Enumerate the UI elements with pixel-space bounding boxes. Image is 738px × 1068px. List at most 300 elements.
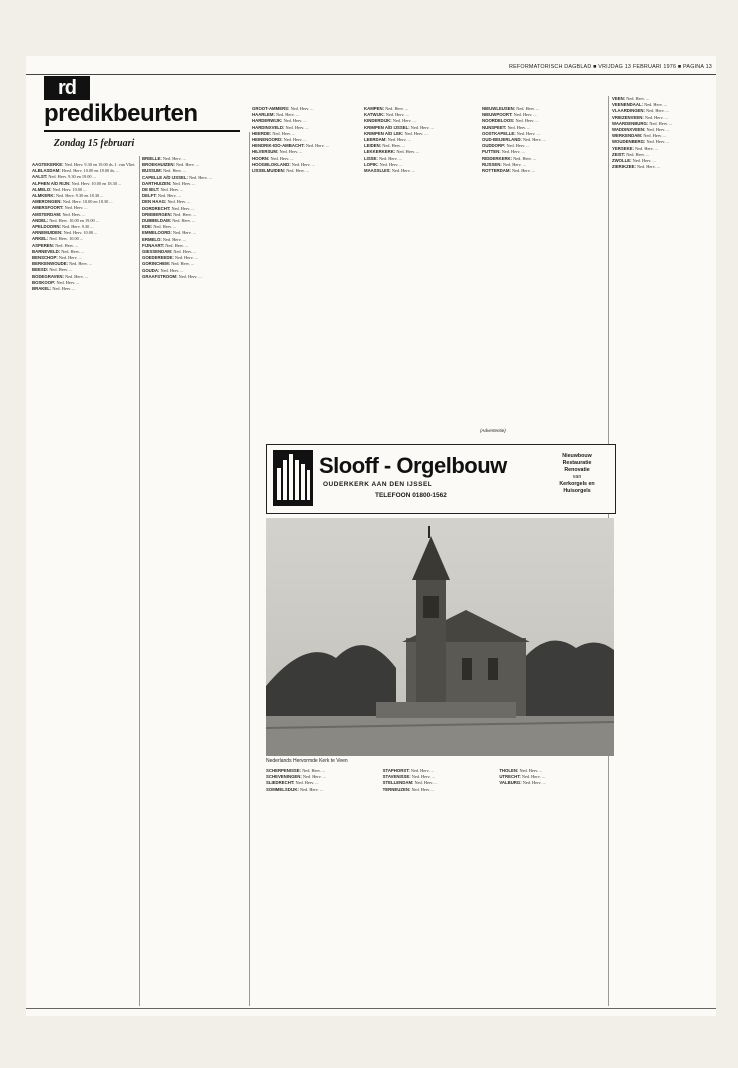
place-name: KRIMPEN A/D IJSSEL:: [364, 124, 410, 130]
masthead-info: REFORMATORISCH DAGBLAD ■ VRIJDAG 13 FEBRUARI 1976 ■ PAGINA 13: [509, 64, 712, 70]
service-listing: [612, 102, 712, 107]
service-details: Ned. Herv. ...: [387, 137, 411, 143]
service-listing: [32, 280, 136, 285]
service-details: Ned. Herv. ...: [283, 118, 307, 124]
service-listing: [32, 193, 136, 198]
column-3: [252, 106, 358, 436]
service-details: Ned. Herv. ...: [646, 108, 670, 114]
service-details: Ned. Herv. ...: [167, 199, 191, 205]
service-details: Ned. Herv. ...: [153, 224, 177, 230]
title-rule: [44, 130, 240, 132]
place-name: AMSTERDAM:: [32, 211, 62, 217]
service-listing: [32, 181, 136, 186]
service-listing: [612, 108, 712, 113]
service-details: Ned. Herv. ...: [626, 96, 650, 101]
service-listing: [142, 175, 246, 180]
service-details: Ned. Herv. ...: [49, 267, 73, 273]
place-name: THOLEN:: [499, 768, 519, 773]
place-name: DRIEBERGEN:: [142, 211, 173, 217]
service-details: Ned. Herv. ...: [172, 180, 196, 186]
service-listing: [32, 249, 136, 254]
service-details: Ned. Herv. ...: [162, 236, 186, 242]
place-name: KINDERDIJK:: [364, 118, 392, 124]
service-details: Ned. Herv. 10.00 en 18.30 ...: [71, 180, 122, 186]
ad-services: [545, 453, 609, 495]
service-details: Ned. Herv. ...: [174, 255, 198, 261]
service-listing: [266, 774, 373, 779]
organ-pipes-icon: [273, 450, 313, 506]
service-details: Ned. Herv. 10.00 en 19.00 ...: [49, 217, 99, 223]
place-name: BEESD:: [32, 267, 49, 273]
place-name: VRIEZENVEEN:: [612, 114, 644, 120]
service-listing: [612, 152, 712, 157]
service-listing: [383, 780, 490, 785]
service-listing: [499, 774, 606, 779]
service-details: Ned. Herv. ...: [56, 279, 80, 285]
church-illustration: [266, 518, 614, 756]
service-listing: [612, 164, 712, 169]
service-details: Ned. Herv. ...: [391, 168, 415, 174]
service-listing: [252, 106, 358, 111]
service-listing: [32, 274, 136, 279]
service-listing: [482, 168, 600, 173]
place-name: BRIELLE:: [142, 156, 162, 161]
service-listing: [482, 118, 600, 123]
place-name: OUDDORP:: [482, 143, 506, 149]
place-name: AMERSFOORT:: [32, 205, 64, 211]
place-name: IJSSELMUIDEN:: [252, 168, 286, 174]
service-details: Ned. Herv. ...: [649, 120, 673, 126]
service-listing: [482, 131, 600, 136]
service-details: Ned. Herv. ...: [385, 106, 409, 111]
service-listing: [252, 162, 358, 167]
place-name: DE BILT:: [142, 187, 160, 193]
service-listing: [142, 224, 246, 229]
footer-rule: [26, 1008, 716, 1009]
service-listing: [612, 96, 712, 101]
ad-address: OUDERKERK AAN DEN IJSSEL: [323, 481, 433, 488]
place-name: ALMKERK:: [32, 193, 55, 199]
service-details: Ned. Herv. ...: [411, 774, 435, 780]
service-details: Ned. Herv. ...: [276, 112, 299, 118]
service-details: Ned. Herv. ...: [411, 786, 435, 792]
ad-service-line: Huisorgels: [563, 488, 591, 494]
place-name: AAGTEKERKE:: [32, 162, 64, 167]
service-details: Ned. Herv. ...: [160, 267, 184, 273]
service-details: Ned. Herv. ...: [171, 205, 195, 211]
place-name: GIESSENDAM:: [142, 249, 173, 255]
service-listing: [482, 125, 600, 130]
service-listing: [142, 237, 246, 242]
service-details: Ned. Herv. ...: [644, 102, 668, 108]
place-name: BENSCHOP:: [32, 255, 58, 261]
place-name: ALPHEN A/D RIJN:: [32, 180, 71, 186]
service-details: Ned. Herv. ...: [646, 127, 670, 133]
service-listing: [266, 768, 373, 773]
service-details: Ned. Herv. 9.30 en 19.00 ...: [48, 174, 96, 180]
service-details: Ned. Herv. ...: [636, 164, 660, 170]
service-listing: [499, 780, 606, 785]
service-listing: [142, 162, 246, 167]
place-name: ZIERIKZEE:: [612, 164, 636, 170]
service-details: Ned. Herv. ...: [172, 230, 196, 236]
service-listing: [32, 187, 136, 192]
service-details: Ned. Herv. ...: [507, 124, 531, 130]
place-name: ARNEMUIDEN:: [32, 230, 63, 236]
service-listing: [32, 212, 136, 217]
service-listing: [142, 187, 246, 192]
service-listing: [142, 156, 246, 161]
service-listing: [252, 125, 358, 130]
place-name: BARNEVELD:: [32, 248, 61, 254]
service-listing: [612, 133, 712, 138]
service-listing: [364, 143, 474, 148]
service-details: Ned. Herv. 9.30 ...: [61, 224, 94, 230]
place-name: SLIEDRECHT:: [266, 780, 295, 786]
service-details: Ned. Herv. ...: [515, 118, 539, 124]
place-name: STAVENISSE:: [382, 774, 411, 780]
place-name: HARDINXVELD:: [252, 124, 285, 130]
place-name: WADDINXVEEN:: [612, 127, 646, 133]
service-details: Ned. Herv. ...: [626, 151, 650, 157]
place-name: WAARDENBURG:: [612, 120, 649, 126]
service-details: Ned. Herv. ...: [64, 205, 88, 211]
service-details: Ned. Herv. 9.30 en 19.00 ds. J. van Vliet.: [64, 162, 136, 167]
place-name: VALBURG:: [499, 780, 522, 786]
service-details: Ned. Herv. ...: [291, 161, 315, 167]
service-details: Ned. Herv. ...: [290, 106, 314, 111]
service-details: Ned. Herv. ...: [69, 261, 93, 267]
place-name: OUD-BEIJERLAND:: [482, 137, 522, 143]
ad-service-line: Renovatie: [564, 467, 590, 473]
place-name: BROEKHUIZEN:: [142, 162, 175, 168]
service-listing: [482, 156, 600, 161]
place-name: SCHEVENINGEN:: [266, 774, 302, 780]
place-name: WOUDENBERG:: [612, 139, 646, 145]
place-name: DELFT:: [142, 193, 157, 199]
place-name: ANDEL:: [32, 217, 49, 223]
place-name: HEERDE:: [252, 130, 272, 136]
service-listing: [499, 768, 606, 773]
service-listing: [612, 127, 712, 132]
place-name: HAARLEM:: [252, 112, 275, 118]
service-details: Ned. Herv. ...: [58, 255, 82, 261]
service-listing: [142, 230, 246, 235]
service-listing: [364, 125, 474, 130]
service-details: Ned. Herv. ...: [506, 143, 530, 149]
service-details: Ned. Herv. ...: [272, 130, 296, 136]
service-details: Ned. Herv. ...: [279, 149, 303, 155]
service-details: Ned. Herv. ...: [61, 248, 85, 254]
place-name: NOORDELOOS:: [482, 118, 515, 124]
column-rule: [139, 156, 140, 1006]
column-2: [142, 156, 246, 1006]
service-listing: [32, 286, 136, 291]
service-listing: [32, 218, 136, 223]
service-listing: [364, 137, 474, 142]
place-name: HILVERSUM:: [252, 149, 279, 155]
newspaper-page: [26, 56, 716, 1016]
place-name: KAMPEN:: [364, 106, 385, 111]
service-details: Ned. Herv. ...: [162, 156, 186, 161]
place-name: VLAARDINGEN:: [612, 108, 645, 114]
place-name: LOPIK:: [364, 161, 379, 167]
service-listing: [252, 118, 358, 123]
place-name: APELDOORN:: [32, 224, 61, 230]
service-listing: [142, 261, 246, 266]
place-name: VEENENDAAL:: [612, 102, 644, 108]
service-listing: [364, 112, 474, 117]
rd-logo: rd: [44, 76, 90, 100]
service-listing: [142, 181, 246, 186]
service-listing: [32, 255, 136, 260]
place-name: STAPHORST:: [382, 768, 410, 773]
service-listing: [32, 224, 136, 229]
place-name: VEEN:: [612, 96, 626, 101]
place-name: HEINENOORD:: [252, 137, 283, 143]
place-name: HOOGBLOKLAND:: [252, 161, 291, 167]
service-details: Ned. Herv. ...: [414, 780, 438, 786]
service-details: Ned. Herv. ...: [519, 768, 543, 773]
service-listing: [482, 112, 600, 117]
place-name: FIJNAART:: [142, 242, 165, 248]
service-details: Ned. Herv. ...: [283, 137, 307, 143]
service-details: Ned. Herv. ...: [173, 211, 197, 217]
place-name: NUNSPEET:: [482, 124, 507, 130]
place-name: GOUDA:: [142, 267, 160, 273]
service-listing: [142, 255, 246, 260]
service-details: Ned. Herv. ...: [516, 106, 540, 111]
service-details: Ned. Herv. ...: [385, 112, 409, 118]
service-listing: [252, 112, 358, 117]
service-details: Ned. Herv. 10.00 en 18.30 ...: [62, 199, 113, 205]
service-listing: [142, 199, 246, 204]
place-name: BERKENWOUDE:: [32, 261, 69, 267]
service-listing: [266, 787, 373, 792]
place-name: GOEDEREEDE:: [142, 255, 174, 261]
service-details: Ned. Herv. ...: [55, 242, 79, 248]
service-listing: [482, 162, 600, 167]
place-name: TERNEUZEN:: [382, 786, 411, 792]
service-listing: [612, 139, 712, 144]
place-name: SCHERPENISSE:: [266, 768, 302, 773]
service-listing: [142, 218, 246, 223]
column-6: [266, 768, 606, 1006]
service-details: Ned. Herv. ...: [285, 124, 309, 130]
service-details: Ned. Herv. ...: [176, 162, 200, 168]
service-details: Ned. Herv. 10.00 ...: [63, 230, 98, 236]
place-name: ARKEL:: [32, 236, 49, 242]
service-listing: [266, 780, 373, 785]
service-details: Ned. Herv. ...: [513, 155, 537, 161]
place-name: ASPEREN:: [32, 242, 55, 248]
service-details: Ned. Herv. 10.00 ...: [52, 186, 87, 192]
place-name: HARDERWIJK:: [252, 118, 283, 124]
advertisement-label: (Advertentie): [480, 428, 506, 433]
service-listing: [32, 199, 136, 204]
place-name: HOORN:: [252, 155, 270, 161]
service-details: Ned. Herv. ...: [635, 145, 659, 151]
place-name: KATWIJK:: [364, 112, 385, 118]
service-listing: [32, 243, 136, 248]
service-listing: [142, 274, 246, 279]
service-details: Ned. Herv. ...: [513, 112, 537, 118]
ad-service-line: Nieuwbouw: [562, 453, 592, 459]
service-details: Ned. Herv. ...: [171, 261, 195, 267]
service-listing: [364, 162, 474, 167]
section-title: predikbeurten: [44, 100, 198, 127]
service-listing: [364, 118, 474, 123]
place-name: LEIDEN:: [364, 143, 382, 149]
place-name: PUTTEN:: [482, 149, 501, 155]
service-listing: [32, 174, 136, 179]
service-listing: [364, 168, 474, 173]
service-details: Ned. Herv. ...: [643, 133, 667, 139]
column-4: [364, 106, 474, 436]
service-details: Ned. Herv. ...: [65, 273, 88, 279]
service-listing: [32, 205, 136, 210]
photo-caption: Nederlands Hervormde Kerk te Veen: [266, 758, 348, 764]
place-name: HENDRIK-IDO-AMBACHT:: [252, 143, 305, 149]
service-details: Ned. Herv. ...: [516, 130, 540, 136]
service-details: Ned. Herv. ...: [52, 286, 76, 292]
service-listing: [364, 131, 474, 136]
place-name: ERMELO:: [142, 236, 162, 242]
service-details: Ned. Herv. ...: [382, 143, 406, 149]
service-details: Ned. Herv. ...: [189, 174, 212, 180]
service-listing: [142, 193, 246, 198]
service-details: Ned. Herv. ...: [396, 149, 420, 155]
service-details: Ned. Herv. ...: [62, 211, 86, 217]
service-details: Ned. Herv. ...: [157, 193, 181, 199]
place-name: STELLENDAM:: [382, 780, 414, 786]
service-details: Hersl. Herv. 10.00 en 18.00 ds. ...: [61, 168, 120, 174]
place-name: EDE:: [142, 224, 153, 230]
service-listing: [32, 236, 136, 241]
place-name: OOSTKAPELLE:: [482, 130, 516, 136]
service-listing: [383, 768, 490, 773]
column-7: [612, 96, 712, 1006]
place-name: WERKENDAM:: [612, 133, 643, 139]
service-details: Ned. Herv. ...: [165, 242, 189, 248]
place-name: LISSE:: [364, 155, 378, 161]
service-listing: [32, 267, 136, 272]
service-details: Ned. Herv. ...: [410, 124, 434, 130]
service-details: Ned. Herv. ...: [392, 118, 416, 124]
place-name: BRAKEL:: [32, 286, 52, 292]
service-details: Ned. Herv. ...: [300, 786, 324, 792]
service-listing: [364, 106, 474, 111]
service-details: Ned. Herv. ...: [172, 218, 196, 224]
place-name: LEERDAM:: [364, 137, 387, 143]
service-details: Ned. Herv. ...: [522, 137, 546, 143]
service-listing: [612, 115, 712, 120]
service-listing: [252, 137, 358, 142]
service-details: Ned. Herv. ...: [378, 155, 402, 161]
place-name: BODEGRAVEN:: [32, 273, 64, 279]
ad-service-line: Kerkorgels en: [559, 481, 595, 487]
place-name: DUBBELDAM:: [142, 218, 172, 224]
place-name: EMMELOORD:: [142, 230, 172, 236]
service-details: Ned. Herv. ...: [178, 273, 202, 279]
place-name: ROTTERDAM:: [482, 168, 511, 174]
service-listing: [482, 143, 600, 148]
place-name: ALMELO:: [32, 186, 52, 192]
service-details: Ned. Herv. ...: [286, 168, 310, 174]
service-listing: [142, 268, 246, 273]
service-listing: [612, 146, 712, 151]
service-listing: [142, 168, 246, 173]
ad-service-line: van: [572, 474, 582, 480]
place-name: MAASSLUIS:: [364, 168, 391, 174]
service-listing: [364, 149, 474, 154]
service-details: Ned. Herv. 9.30 en 18.30 ...: [56, 193, 104, 199]
service-listing: [142, 206, 246, 211]
service-details: Ned. Herv. ...: [379, 161, 403, 167]
church-photo: [266, 518, 614, 756]
place-name: RIDDERKERK:: [482, 155, 513, 161]
service-listing: [142, 212, 246, 217]
column-1: [32, 162, 136, 1006]
service-listing: [32, 261, 136, 266]
service-details: Ned. Herv. ...: [521, 774, 545, 780]
service-details: Ned. Herv. ...: [270, 155, 294, 161]
place-name: ZWOLLE:: [612, 158, 632, 164]
service-details: Ned. Herv. ...: [305, 143, 329, 149]
service-listing: [252, 168, 358, 173]
service-listing: [142, 249, 246, 254]
place-name: DARTHUIZEN:: [142, 180, 172, 186]
service-details: Ned. Herv. ...: [302, 774, 326, 780]
place-name: DEN HAAG:: [142, 199, 167, 205]
service-details: Ned. Herv. ...: [502, 161, 526, 167]
ad-service-line: Restauratie: [562, 460, 592, 466]
service-details: Ned. Herv. ...: [404, 130, 428, 136]
service-listing: [252, 131, 358, 136]
slooff-advertisement: [266, 444, 616, 514]
place-name: UTRECHT:: [499, 774, 521, 780]
place-name: ALBLASDAM:: [32, 168, 61, 174]
service-details: Ned. Herv. ...: [522, 780, 546, 786]
place-name: YERSEKE:: [612, 145, 634, 151]
service-details: Ned. Herv. ...: [501, 149, 525, 155]
date-heading: Zondag 15 februari: [53, 138, 135, 149]
place-name: GROOT-AMMERS:: [252, 106, 290, 111]
service-listing: [612, 158, 712, 163]
service-details: Ned. Herv. 10.00 ...: [49, 236, 84, 242]
service-listing: [482, 137, 600, 142]
service-details: Ned. Herv. ...: [644, 114, 668, 120]
place-name: AMERONGEN:: [32, 199, 62, 205]
place-name: BOSKOOP:: [32, 279, 56, 285]
service-details: Ned. Herv. ...: [302, 768, 326, 773]
column-5: [482, 106, 600, 426]
column-rule: [249, 132, 250, 1006]
service-listing: [142, 243, 246, 248]
service-listing: [32, 162, 136, 167]
place-name: RIJSSEN:: [482, 161, 502, 167]
ad-phone: TELEFOON 01800-1562: [375, 492, 447, 499]
service-details: Ned. Herv. ...: [410, 768, 434, 773]
service-listing: [32, 168, 136, 173]
place-name: NIEUWLEUSEN:: [482, 106, 516, 111]
service-details: Ned. Herv. ...: [173, 249, 197, 255]
service-listing: [364, 156, 474, 161]
service-listing: [612, 121, 712, 126]
place-name: GORINCHEM:: [142, 261, 171, 267]
service-listing: [252, 156, 358, 161]
service-listing: [383, 787, 490, 792]
